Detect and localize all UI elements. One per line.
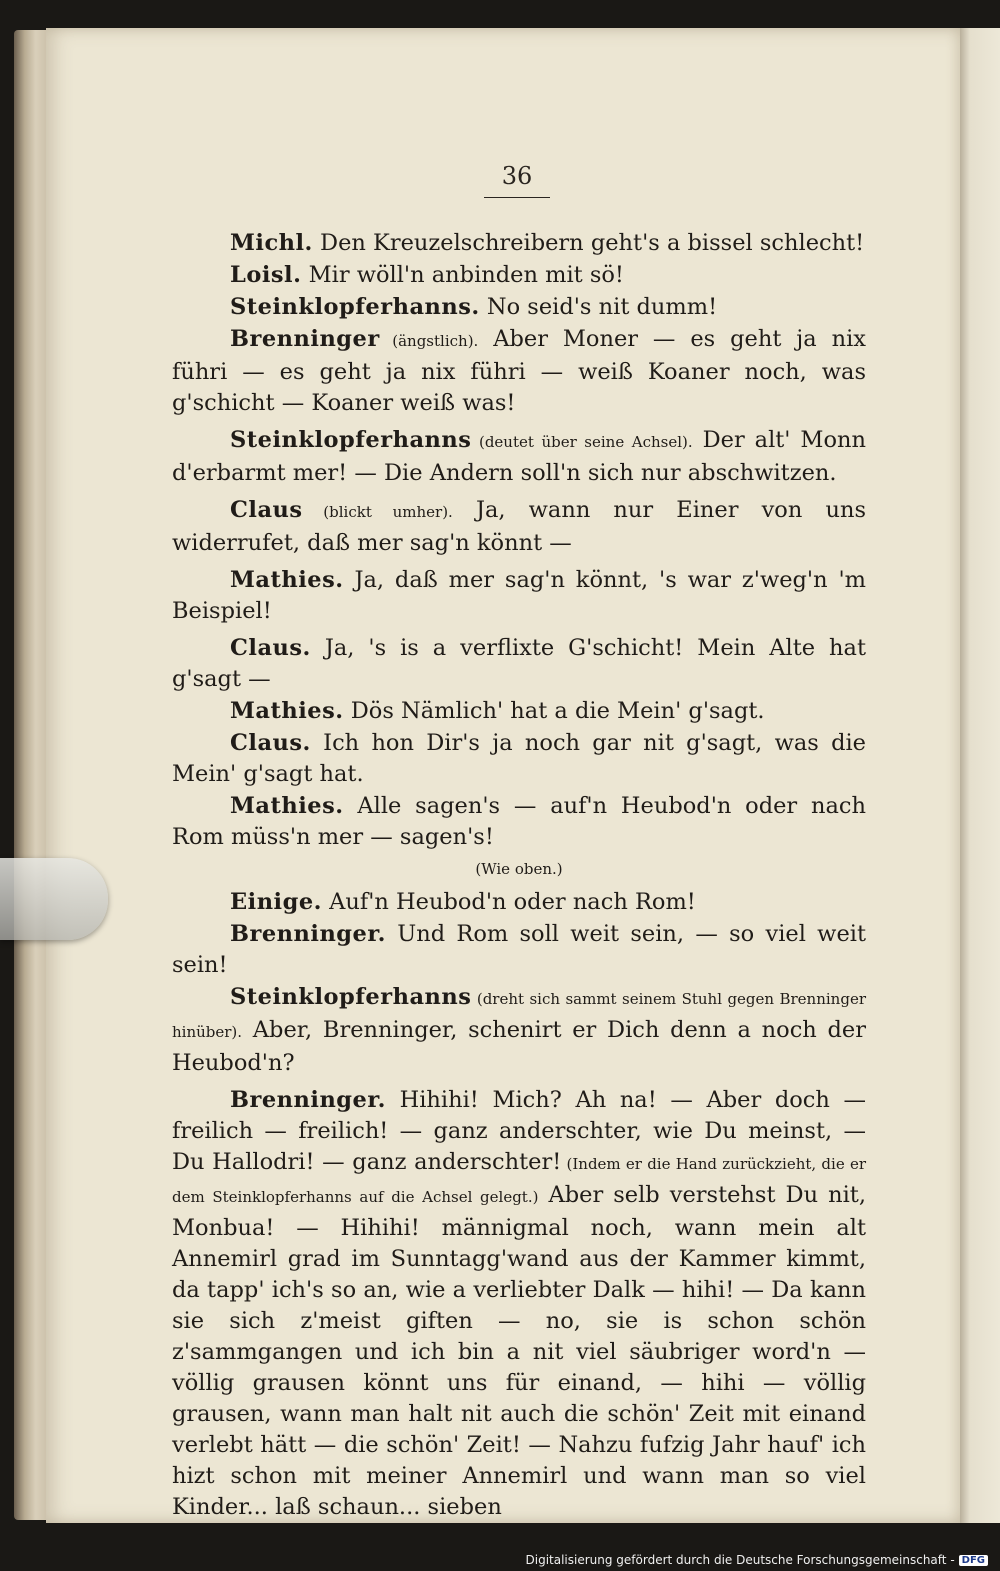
dialogue-line	[172, 791, 866, 853]
dialogue-text: Ja, wann nur Einer von uns widerrufet, daß mer sag'n könnt —	[172, 497, 866, 556]
page-number-rule	[484, 197, 550, 198]
dialogue-text: No seid's nit dumm!	[479, 294, 718, 320]
speaker-name: Steinklopferhanns	[230, 427, 472, 453]
dfg-logo: DFG	[959, 1555, 988, 1566]
dialogue-text: Alle sagen's — auf'n Heubod'n oder nach Rom müss'n mer — sagen's!	[172, 793, 866, 850]
dialogue-text: Ja, daß mer sag'n könnt, 's war z'weg'n 'm Beispiel!	[172, 567, 866, 624]
page-text	[172, 228, 866, 1524]
speaker-name: Einige.	[230, 889, 322, 915]
dialogue-line	[172, 982, 866, 1079]
speaker-name: Mathies.	[230, 567, 344, 593]
dialogue-line	[172, 228, 866, 259]
stage-direction: (deutet über seine Achsel).	[471, 433, 693, 451]
stage-direction: (blickt umher).	[302, 503, 453, 521]
dialogue-text: Ja, 's is a verflixte G'schicht! Mein Alte hat g'sagt —	[172, 635, 866, 692]
page-clip	[0, 858, 108, 940]
dialogue-line	[172, 292, 866, 323]
dialogue-line	[172, 260, 866, 291]
dialogue-text-continued: Aber selb verstehst Du nit, Monbua! — Hihihi! männigmal noch, wann mein alt Annemirl grad im Sunntagg'wand aus der Kammer kimmt, da tapp' ich's so an, wie a verliebter Dalk — hihi! — Da kann sie sich z'meist giften — no, sie is schon schön z'sammgangen und ich bin a nit viel säubriger word'n — völlig grausen könnt uns für einand, — hihi — völlig grausen, wann man halt nit auch die schön' Zeit mit einand verlebt hätt — die schön' Zeit! — Nahzu fufzig Jahr hauf' ich hizt schon mit meiner Annemirl und wann man so viel Kinder... laß schaun... sieben	[172, 1182, 866, 1520]
speaker-name: Claus.	[230, 730, 311, 756]
dialogue-text: Aber Moner — es geht ja nix führi — es geht ja nix führi — weiß Koaner noch, was g'schicht — Koaner weiß was!	[172, 326, 866, 416]
speaker-name: Claus.	[230, 635, 311, 661]
dialogue-line	[172, 696, 866, 727]
dialogue-line	[172, 633, 866, 695]
speaker-name: Claus	[230, 497, 303, 523]
stage-direction: (Indem er die Hand zurückzieht, die er dem Steinklopferhanns auf die Achsel gelegt.)	[172, 1155, 866, 1206]
dialogue-line	[172, 919, 866, 981]
speaker-name: Mathies.	[230, 793, 344, 819]
dialogue-text: Und Rom soll weit sein, — so viel weit sein!	[172, 921, 866, 978]
dialogue-line	[172, 1085, 866, 1523]
dialogue-line	[172, 495, 866, 559]
speaker-name: Loisl.	[230, 262, 302, 288]
dialogue-line	[172, 425, 866, 489]
dialogue-line	[172, 887, 866, 918]
stage-direction: (ängstlich).	[379, 332, 479, 350]
stage-direction: (dreht sich sammt seinem Stuhl gegen Brenninger hinüber).	[172, 990, 866, 1041]
book-page-right-edge	[960, 28, 1000, 1523]
footer-credit-text: Digitalisierung gefördert durch die Deutsche Forschungsgemeinschaft -	[525, 1553, 955, 1567]
speaker-name: Steinklopferhanns.	[230, 294, 480, 320]
speaker-name: Mathies.	[230, 698, 344, 724]
footer-credit	[526, 1553, 989, 1567]
page-number: 36	[501, 162, 533, 190]
dialogue-text: Hihihi! Mich? Ah na! — Aber doch — freilich — freilich! — ganz anderschter, wie Du meinst, — Du Hallodri! — ganz anderschter!	[172, 1087, 866, 1175]
dialogue-text: Aber, Brenninger, schenirt er Dich denn a noch der Heubod'n?	[172, 1017, 866, 1076]
dialogue-text: Ich hon Dir's ja noch gar nit g'sagt, was die Mein' g'sagt hat.	[172, 730, 866, 787]
book-edge-left	[14, 30, 50, 1520]
dialogue-text: Mir wöll'n anbinden mit sö!	[301, 262, 624, 288]
dialogue-text: Den Kreuzelschreibern geht's a bissel schlecht!	[312, 230, 865, 256]
speaker-name: Brenninger.	[230, 1087, 386, 1113]
dialogue-line	[172, 728, 866, 790]
dialogue-text: Dös Nämlich' hat a die Mein' g'sagt.	[343, 698, 765, 724]
speaker-name: Steinklopferhanns	[230, 984, 472, 1010]
dialogue-line	[172, 565, 866, 627]
dialogue-text: Der alt' Monn d'erbarmt mer! — Die Andern soll'n sich nur abschwitzen.	[172, 427, 866, 486]
speaker-name: Brenninger	[230, 326, 380, 352]
centered-stage-direction: (Wie oben.)	[475, 860, 563, 878]
dialogue-text: Auf'n Heubod'n oder nach Rom!	[321, 889, 696, 915]
speaker-name: Brenninger.	[230, 921, 386, 947]
speaker-name: Michl.	[230, 230, 313, 256]
dialogue-line	[172, 324, 866, 419]
